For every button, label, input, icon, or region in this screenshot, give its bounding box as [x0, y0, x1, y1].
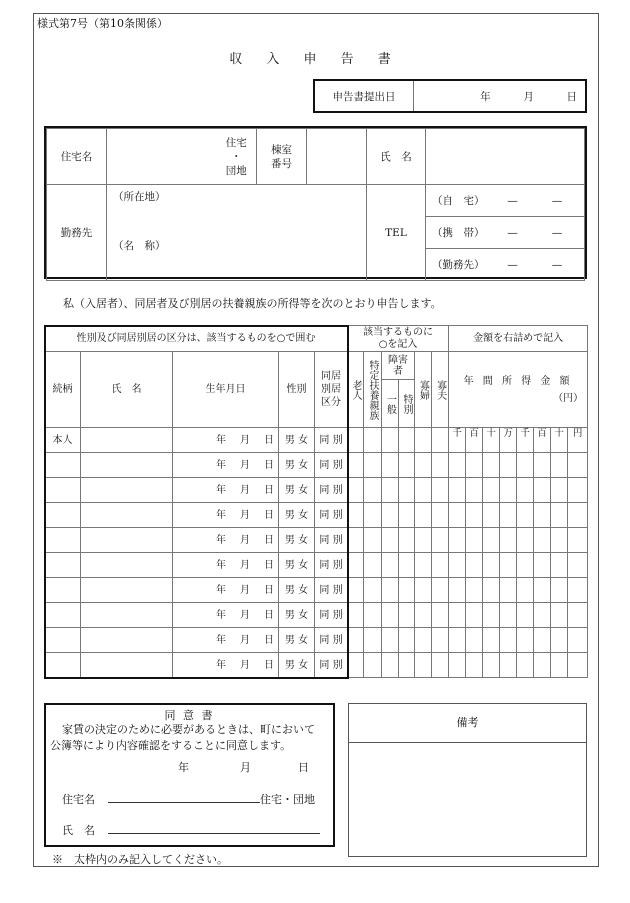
col-name: 氏 名	[81, 352, 173, 428]
residence-name-field[interactable]	[107, 129, 217, 185]
income-digit-cell[interactable]	[500, 653, 517, 678]
col-birthdate: 生年月日	[173, 352, 279, 428]
income-digit-cell[interactable]	[568, 628, 588, 653]
sex-cell[interactable]: 男 女	[279, 503, 315, 528]
income-digit-cell[interactable]	[483, 503, 500, 528]
income-digit-cell[interactable]	[568, 478, 588, 503]
name-cell[interactable]	[81, 553, 173, 578]
income-digit-cell[interactable]	[551, 553, 568, 578]
mark-widower-cell[interactable]	[432, 553, 449, 578]
mark-general-cell[interactable]	[382, 603, 399, 628]
income-digit-cell[interactable]: 万	[500, 428, 517, 453]
mark-widower-cell[interactable]	[432, 578, 449, 603]
table-row	[45, 503, 588, 528]
living-status-cell[interactable]: 同 別	[315, 428, 348, 453]
income-digit-cell[interactable]	[483, 653, 500, 678]
mark-specific-cell[interactable]	[364, 653, 382, 678]
name-cell[interactable]	[81, 478, 173, 503]
consent-body-2: 公簿等により内容確認をすることに同意します。	[50, 739, 292, 752]
table-row	[45, 603, 588, 628]
mark-widow-cell[interactable]	[415, 553, 432, 578]
phone-mobile-field[interactable]: — —	[486, 217, 585, 249]
relation-cell[interactable]	[45, 628, 81, 653]
mark-general-cell[interactable]	[382, 628, 399, 653]
birthdate-cell[interactable]: 年 月 日	[173, 603, 279, 628]
income-digit-cell[interactable]	[534, 528, 551, 553]
income-digit-cell[interactable]	[449, 453, 466, 478]
table-row	[45, 428, 588, 453]
mark-specific-cell[interactable]	[364, 453, 382, 478]
year-label: 年	[480, 90, 491, 103]
table-row	[45, 478, 588, 503]
income-digit-cell[interactable]	[483, 453, 500, 478]
income-digit-cell[interactable]	[449, 653, 466, 678]
income-digit-cell[interactable]	[466, 628, 483, 653]
income-digit-cell[interactable]	[534, 578, 551, 603]
col-disabled-special: 特別	[399, 380, 415, 428]
mark-widow-cell[interactable]	[415, 503, 432, 528]
relation-cell[interactable]	[45, 478, 81, 503]
income-digit-cell[interactable]	[517, 453, 534, 478]
income-digit-cell[interactable]	[534, 553, 551, 578]
income-digit-cell[interactable]: 円	[568, 428, 588, 453]
income-digit-cell[interactable]	[568, 578, 588, 603]
income-digit-cell[interactable]	[449, 478, 466, 503]
income-digit-cell[interactable]	[551, 453, 568, 478]
consent-day: 日	[298, 761, 309, 774]
table-row	[45, 578, 588, 603]
income-digit-cell[interactable]	[466, 453, 483, 478]
living-status-cell[interactable]: 同 別	[315, 453, 348, 478]
unit-number-field[interactable]	[307, 129, 367, 185]
tel-label: TEL	[367, 185, 426, 281]
income-digit-cell[interactable]	[466, 503, 483, 528]
income-digit-cell[interactable]	[568, 528, 588, 553]
birthdate-cell[interactable]: 年 月 日	[173, 428, 279, 453]
mark-general-cell[interactable]	[382, 503, 399, 528]
name-cell[interactable]	[81, 603, 173, 628]
income-digit-cell[interactable]	[466, 653, 483, 678]
name-cell[interactable]	[81, 453, 173, 478]
mark-special-cell[interactable]	[399, 453, 415, 478]
consent-body-1: 家賃の決定のために必要があるときは、町において	[62, 723, 315, 736]
relation-cell[interactable]	[45, 578, 81, 603]
page-title: 収 入 申 告 書	[229, 52, 401, 67]
living-status-cell[interactable]: 同 別	[315, 478, 348, 503]
workplace-label: 勤務先	[47, 185, 107, 281]
income-digit-cell[interactable]	[483, 528, 500, 553]
income-digit-cell[interactable]	[466, 553, 483, 578]
mark-widow-cell[interactable]	[415, 453, 432, 478]
mark-special-cell[interactable]	[399, 628, 415, 653]
mark-special-cell[interactable]	[399, 478, 415, 503]
sex-cell[interactable]: 男 女	[279, 478, 315, 503]
intro-text: 私（入居者）、同居者及び別居の扶養親族の所得等を次のとおり申告します。	[63, 297, 442, 310]
birthdate-cell[interactable]: 年 月 日	[173, 628, 279, 653]
submission-date-box	[313, 79, 587, 113]
col-elderly: 老人	[348, 352, 364, 428]
sex-cell[interactable]: 男 女	[279, 428, 315, 453]
name-cell[interactable]	[81, 578, 173, 603]
phone-work-label: （勤務先）	[426, 249, 486, 281]
income-digit-cell[interactable]	[500, 628, 517, 653]
income-digit-cell[interactable]	[551, 478, 568, 503]
income-digit-cell[interactable]	[517, 628, 534, 653]
mark-special-cell[interactable]	[399, 653, 415, 678]
table-row	[45, 453, 588, 478]
mark-elderly-cell[interactable]	[348, 578, 364, 603]
income-digit-cell[interactable]: 十	[483, 428, 500, 453]
workplace-address-label: （所在地）	[113, 191, 166, 203]
income-digit-cell[interactable]: 百	[534, 428, 551, 453]
birthdate-cell[interactable]: 年 月 日	[173, 478, 279, 503]
income-digit-cell[interactable]	[551, 503, 568, 528]
mark-widower-cell[interactable]	[432, 503, 449, 528]
mark-specific-cell[interactable]	[364, 528, 382, 553]
income-digit-cell[interactable]	[500, 603, 517, 628]
income-digit-cell[interactable]	[483, 478, 500, 503]
income-digit-cell[interactable]	[483, 553, 500, 578]
sex-cell[interactable]: 男 女	[279, 553, 315, 578]
living-status-cell[interactable]: 同 別	[315, 528, 348, 553]
income-digit-cell[interactable]	[449, 578, 466, 603]
mark-elderly-cell[interactable]	[348, 528, 364, 553]
income-digit-cell[interactable]	[534, 503, 551, 528]
income-digit-cell[interactable]	[534, 453, 551, 478]
income-digit-cell[interactable]	[449, 553, 466, 578]
grid-mark-header: 該当するものに ○を記入	[348, 326, 449, 352]
living-status-cell[interactable]: 同 別	[315, 603, 348, 628]
col-widower: 寡夫	[432, 352, 449, 428]
mark-widower-cell[interactable]	[432, 603, 449, 628]
sex-cell[interactable]: 男 女	[279, 453, 315, 478]
day-label: 日	[566, 90, 577, 103]
mark-widow-cell[interactable]	[415, 603, 432, 628]
mark-special-cell[interactable]	[399, 578, 415, 603]
income-digit-cell[interactable]	[500, 453, 517, 478]
mark-elderly-cell[interactable]	[348, 603, 364, 628]
mark-widow-cell[interactable]	[415, 528, 432, 553]
month-label: 月	[523, 90, 534, 103]
income-digit-cell[interactable]	[551, 578, 568, 603]
income-digit-cell[interactable]	[517, 603, 534, 628]
living-status-cell[interactable]: 同 別	[315, 578, 348, 603]
mark-elderly-cell[interactable]	[348, 453, 364, 478]
name-cell[interactable]	[81, 628, 173, 653]
income-digit-cell[interactable]	[568, 453, 588, 478]
income-digit-cell[interactable]	[517, 503, 534, 528]
footnote: ※ 太枠内のみ記入してください。	[52, 853, 228, 866]
consent-month: 月	[240, 761, 251, 774]
income-digit-cell[interactable]	[568, 553, 588, 578]
income-digit-cell[interactable]	[466, 603, 483, 628]
mark-special-cell[interactable]	[399, 553, 415, 578]
sex-cell[interactable]: 男 女	[279, 578, 315, 603]
remarks-box[interactable]	[348, 703, 587, 857]
col-sex: 性別	[279, 352, 315, 428]
mark-specific-cell[interactable]	[364, 628, 382, 653]
income-digit-cell[interactable]: 十	[551, 428, 568, 453]
grid-amount-header: 金額を右詰めで記入	[449, 326, 588, 352]
consent-residence-suffix: 住宅・団地	[260, 793, 315, 806]
income-digit-cell[interactable]	[449, 603, 466, 628]
income-digit-cell[interactable]	[483, 603, 500, 628]
mark-elderly-cell[interactable]	[348, 503, 364, 528]
income-digit-cell[interactable]	[568, 503, 588, 528]
income-digit-cell[interactable]	[466, 578, 483, 603]
income-grid	[44, 325, 588, 678]
sex-cell[interactable]: 男 女	[279, 603, 315, 628]
income-digit-cell[interactable]	[500, 528, 517, 553]
mark-special-cell[interactable]	[399, 428, 415, 453]
col-disabled-general: 一般	[382, 380, 399, 428]
submission-date-field[interactable]	[414, 81, 586, 111]
income-digit-cell[interactable]	[517, 553, 534, 578]
relation-cell[interactable]	[45, 603, 81, 628]
col-living-status: 同居 別居 区分	[315, 352, 348, 428]
birthdate-cell[interactable]: 年 月 日	[173, 453, 279, 478]
mark-elderly-cell[interactable]	[348, 428, 364, 453]
income-digit-cell[interactable]	[483, 578, 500, 603]
income-digit-cell[interactable]	[534, 478, 551, 503]
workplace-name-label: （名 称）	[113, 240, 166, 252]
birthdate-cell[interactable]: 年 月 日	[173, 503, 279, 528]
income-digit-cell[interactable]	[449, 528, 466, 553]
relation-cell[interactable]	[45, 503, 81, 528]
mark-specific-cell[interactable]	[364, 503, 382, 528]
table-row	[45, 553, 588, 578]
mark-widow-cell[interactable]	[415, 478, 432, 503]
relation-cell[interactable]: 本人	[45, 428, 81, 453]
name-cell[interactable]	[81, 653, 173, 678]
living-status-cell[interactable]: 同 別	[315, 628, 348, 653]
mark-specific-cell[interactable]	[364, 553, 382, 578]
income-digit-cell[interactable]	[534, 628, 551, 653]
income-digit-cell[interactable]	[534, 653, 551, 678]
unit-number-label: 棟室 番号	[257, 129, 307, 185]
form-number: 様式第7号（第10条関係）	[37, 17, 168, 30]
mark-general-cell[interactable]	[382, 478, 399, 503]
income-digit-cell[interactable]	[551, 653, 568, 678]
phone-mobile-label: （携 帯）	[426, 217, 486, 249]
applicant-info-box	[44, 126, 587, 279]
relation-cell[interactable]	[45, 653, 81, 678]
col-annual-income: 年 間 所 得 金 額 （円）	[449, 352, 588, 428]
name-cell[interactable]	[81, 528, 173, 553]
mark-general-cell[interactable]	[382, 653, 399, 678]
mark-specific-cell[interactable]	[364, 578, 382, 603]
mark-general-cell[interactable]	[382, 578, 399, 603]
income-digit-cell[interactable]	[466, 528, 483, 553]
col-relation: 続柄	[45, 352, 81, 428]
mark-general-cell[interactable]	[382, 428, 399, 453]
income-digit-cell[interactable]	[483, 628, 500, 653]
mark-widower-cell[interactable]	[432, 478, 449, 503]
income-digit-cell[interactable]: 千	[449, 428, 466, 453]
mark-specific-cell[interactable]	[364, 478, 382, 503]
birthdate-cell[interactable]: 年 月 日	[173, 653, 279, 678]
col-widow: 寡婦	[415, 352, 432, 428]
income-digit-cell[interactable]	[500, 578, 517, 603]
income-digit-cell[interactable]	[500, 478, 517, 503]
mark-widower-cell[interactable]	[432, 528, 449, 553]
income-digit-cell[interactable]	[568, 603, 588, 628]
relation-cell[interactable]	[45, 553, 81, 578]
mark-special-cell[interactable]	[399, 528, 415, 553]
consent-residence-label: 住宅名	[62, 793, 95, 806]
living-status-cell[interactable]: 同 別	[315, 553, 348, 578]
mark-elderly-cell[interactable]	[348, 628, 364, 653]
mark-elderly-cell[interactable]	[348, 553, 364, 578]
income-digit-cell[interactable]	[517, 653, 534, 678]
consent-title: 同 意 書	[164, 709, 215, 722]
income-digit-cell[interactable]	[466, 478, 483, 503]
table-row	[45, 653, 588, 678]
income-digit-cell[interactable]	[500, 503, 517, 528]
income-digit-cell[interactable]	[500, 553, 517, 578]
mark-general-cell[interactable]	[382, 453, 399, 478]
residence-type-label: 住宅 ・ 団地	[217, 129, 257, 185]
name-cell[interactable]	[81, 503, 173, 528]
birthdate-cell[interactable]: 年 月 日	[173, 528, 279, 553]
income-digit-cell[interactable]	[517, 478, 534, 503]
mark-widower-cell[interactable]	[432, 428, 449, 453]
remarks-title: 備考	[349, 704, 586, 743]
income-digit-cell[interactable]: 千	[517, 428, 534, 453]
mark-special-cell[interactable]	[399, 503, 415, 528]
sex-cell[interactable]: 男 女	[279, 528, 315, 553]
mark-specific-cell[interactable]	[364, 603, 382, 628]
mark-widower-cell[interactable]	[432, 453, 449, 478]
sex-cell[interactable]: 男 女	[279, 628, 315, 653]
birthdate-cell[interactable]: 年 月 日	[173, 578, 279, 603]
income-digit-cell[interactable]	[517, 578, 534, 603]
income-digit-cell[interactable]: 百	[466, 428, 483, 453]
income-digit-cell[interactable]	[551, 628, 568, 653]
mark-widow-cell[interactable]	[415, 578, 432, 603]
income-digit-cell[interactable]	[551, 603, 568, 628]
consent-residence-line[interactable]	[108, 802, 260, 803]
phone-work-field[interactable]: — —	[486, 249, 585, 281]
mark-widower-cell[interactable]	[432, 653, 449, 678]
income-digit-cell[interactable]	[551, 528, 568, 553]
mark-widower-cell[interactable]	[432, 628, 449, 653]
mark-widow-cell[interactable]	[415, 628, 432, 653]
income-digit-cell[interactable]	[449, 628, 466, 653]
income-digit-cell[interactable]	[517, 528, 534, 553]
income-digit-cell[interactable]	[568, 653, 588, 678]
grid-left-header: 性別及び同居別居の区分は、該当するものを○で囲む	[45, 326, 348, 352]
mark-elderly-cell[interactable]	[348, 478, 364, 503]
relation-cell[interactable]	[45, 528, 81, 553]
consent-box	[44, 703, 335, 847]
phone-home-field[interactable]: — —	[486, 185, 585, 217]
mark-general-cell[interactable]	[382, 553, 399, 578]
workplace-field[interactable]	[107, 185, 367, 281]
person-name-label: 氏 名	[367, 129, 426, 185]
table-row	[45, 628, 588, 653]
birthdate-cell[interactable]: 年 月 日	[173, 553, 279, 578]
submission-date-label: 申告書提出日	[315, 81, 414, 111]
mark-widow-cell[interactable]	[415, 428, 432, 453]
consent-name-line[interactable]	[108, 833, 320, 834]
consent-name-label: 氏 名	[62, 824, 95, 837]
mark-general-cell[interactable]	[382, 528, 399, 553]
table-row	[45, 528, 588, 553]
mark-elderly-cell[interactable]	[348, 653, 364, 678]
income-digit-cell[interactable]	[534, 603, 551, 628]
residence-name-label: 住宅名	[47, 129, 107, 185]
col-disabled: 障害 者	[382, 352, 415, 380]
phone-home-label: （自 宅）	[426, 185, 486, 217]
name-cell[interactable]	[81, 428, 173, 453]
relation-cell[interactable]	[45, 453, 81, 478]
mark-special-cell[interactable]	[399, 603, 415, 628]
consent-year: 年	[178, 761, 189, 774]
living-status-cell[interactable]: 同 別	[315, 653, 348, 678]
person-name-field[interactable]	[426, 129, 585, 185]
sex-cell[interactable]: 男 女	[279, 653, 315, 678]
mark-widow-cell[interactable]	[415, 653, 432, 678]
income-digit-cell[interactable]	[449, 503, 466, 528]
mark-specific-cell[interactable]	[364, 428, 382, 453]
living-status-cell[interactable]: 同 別	[315, 503, 348, 528]
col-specific-dependent: 特定扶養親族	[364, 352, 382, 428]
